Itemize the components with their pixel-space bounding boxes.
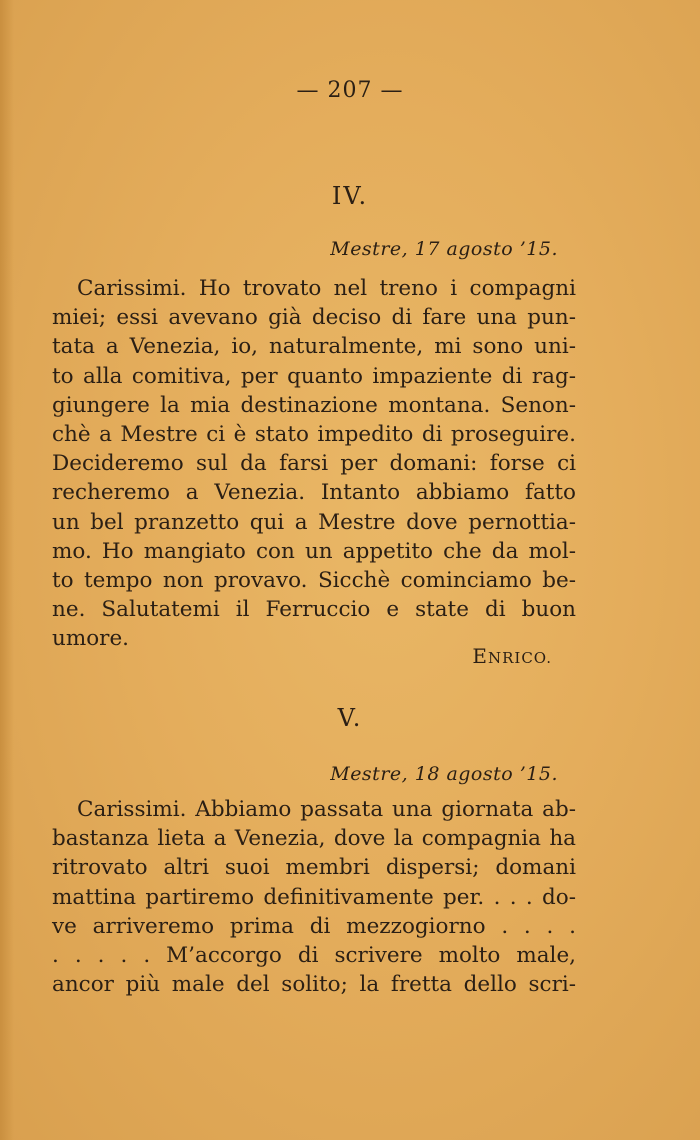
text-line: ne. Salutatemi il Ferruccio e state di buon <box>52 597 576 623</box>
text-line: umore. <box>52 626 130 652</box>
text-line: mattina partiremo definitivamente per. . . . do- <box>52 884 576 910</box>
text-line: mo. Ho mangiato con un appetito che da mol- <box>52 538 576 564</box>
letter-v-body <box>52 795 576 999</box>
page-number: — 207 — <box>296 78 404 103</box>
signature-initial: E <box>472 644 488 668</box>
text-line: bastanza lieta a Venezia, dove la compagnia ha <box>52 826 576 852</box>
text-line: un bel pranzetto qui a Mestre dove pernottia- <box>52 509 576 535</box>
text-line: Decideremo sul da farsi per domani: forse ci <box>52 451 576 477</box>
page-edge <box>0 0 14 1140</box>
text-line: chè a Mestre ci è stato impedito di proseguire. <box>52 421 576 447</box>
text-line: tata a Venezia, io, naturalmente, mi sono uni- <box>52 334 576 360</box>
dateline-v: Mestre, 18 agosto ’15. <box>330 763 558 785</box>
signature <box>472 644 552 668</box>
section-heading-iv: IV. <box>331 182 369 210</box>
text-line: ancor più male del solito; la fretta dello scri- <box>52 972 576 998</box>
text-line: to alla comitiva, per quanto impaziente di rag- <box>52 363 576 389</box>
letter-iv-body <box>52 274 576 653</box>
signature-rest: NRICO. <box>487 649 552 667</box>
text-line: Carissimi. Ho trovato nel treno i compagni <box>77 276 576 301</box>
dateline-iv: Mestre, 17 agosto ’15. <box>330 238 558 260</box>
section-heading-v: V. <box>337 704 363 732</box>
text-line: . . . . . M’accorgo di scrivere molto male, <box>52 942 576 968</box>
text-line: miei; essi avevano già deciso di fare una pun- <box>52 305 576 331</box>
text-line: recheremo a Venezia. Intanto abbiamo fatto <box>52 480 576 506</box>
text-line: to tempo non provavo. Sicchè cominciamo be- <box>52 567 576 593</box>
text-line: ve arriveremo prima di mezzogiorno . . . . <box>52 913 576 939</box>
text-line: ritrovato altri suoi membri dispersi; domani <box>52 855 576 881</box>
text-line: giungere la mia destinazione montana. Senon- <box>52 392 576 418</box>
text-line: Carissimi. Abbiamo passata una giornata ab- <box>77 797 576 822</box>
